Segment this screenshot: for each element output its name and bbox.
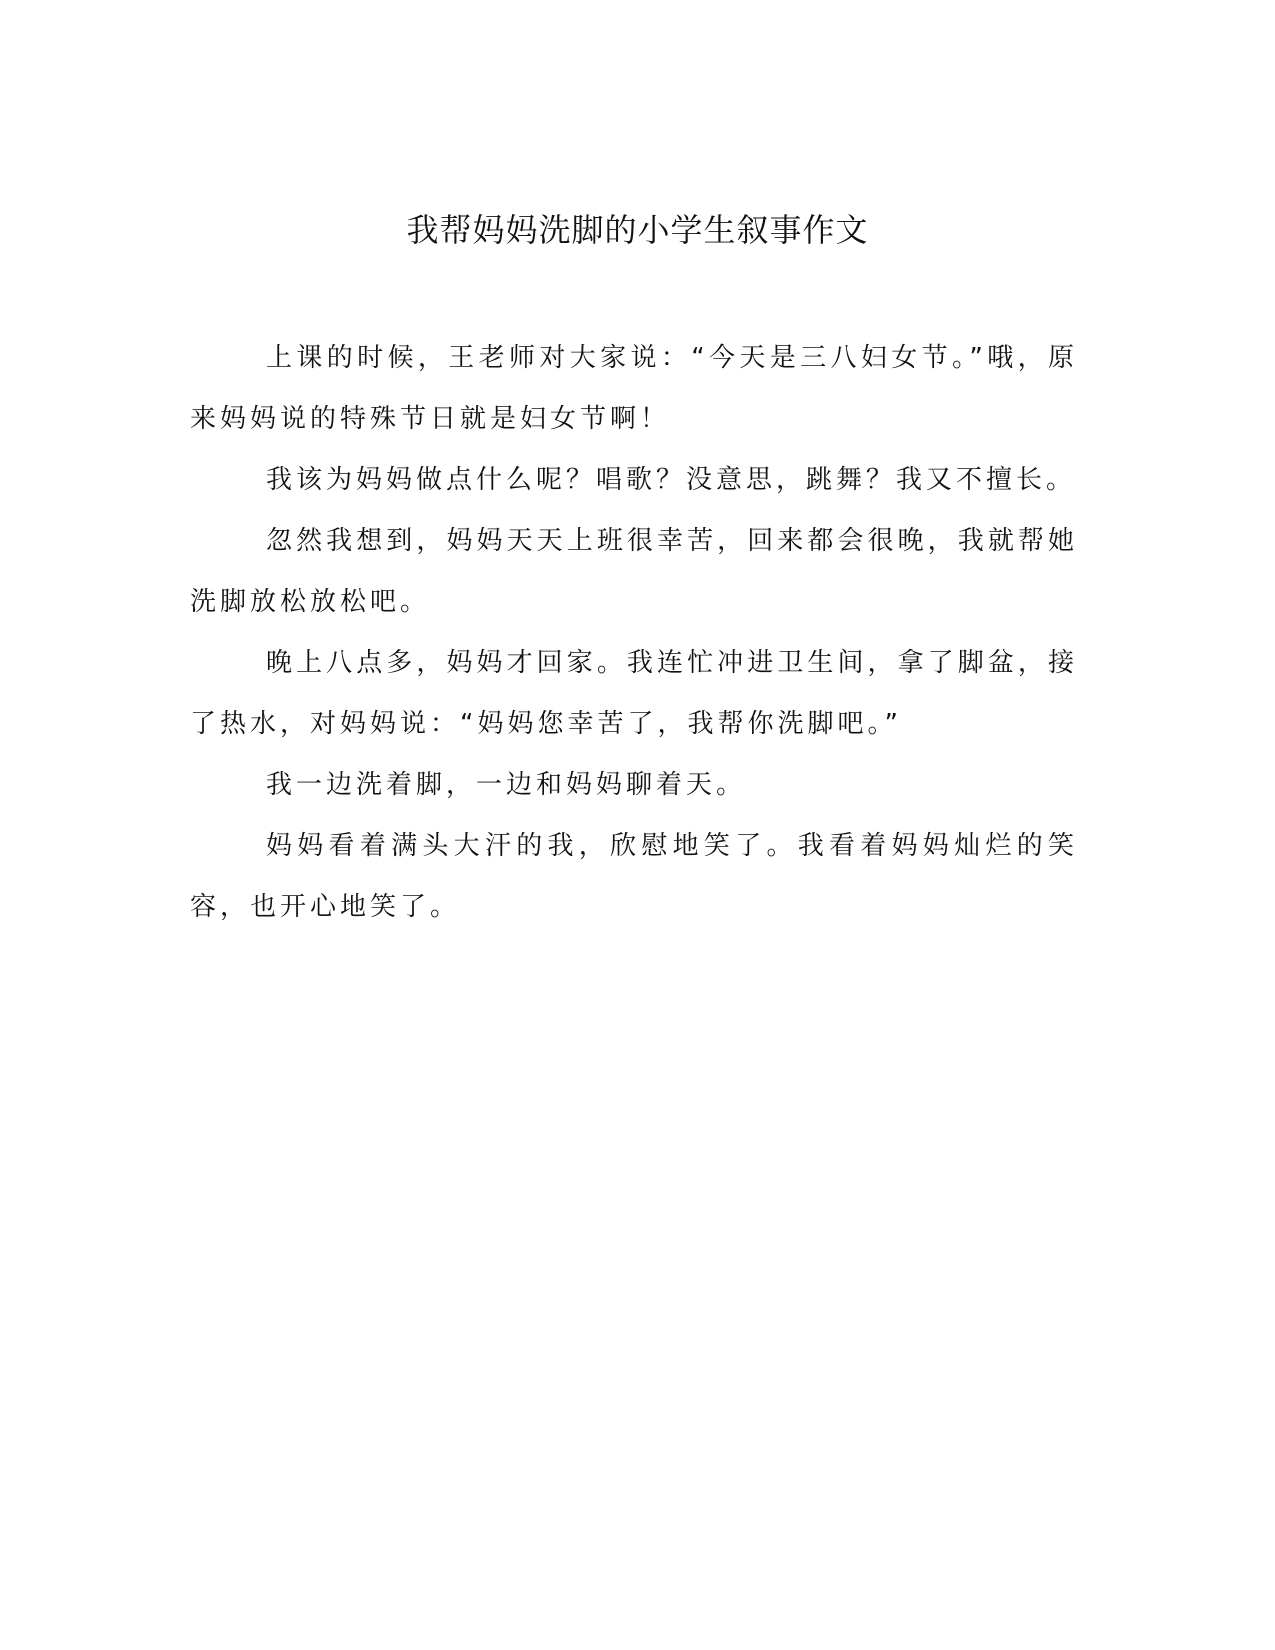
document-title: 我帮妈妈洗脚的小学生叙事作文 xyxy=(406,211,869,249)
paragraph-4: 晚上八点多，妈妈才回家。我连忙冲进卫生间，拿了脚盆，接了热水，对妈妈说：“妈妈您幸苦了，我帮你洗脚吧。” xyxy=(190,648,1078,739)
document-body xyxy=(190,328,1078,938)
paragraph-3: 忽然我想到，妈妈天天上班很幸苦，回来都会很晚，我就帮她洗脚放松放松吧。 xyxy=(190,526,1078,617)
paragraph-5: 我一边洗着脚，一边和妈妈聊着天。 xyxy=(266,770,747,800)
paragraph-2: 我该为妈妈做点什么呢？唱歌？没意思，跳舞？我又不擅长。 xyxy=(266,465,1077,495)
paragraph-6: 妈妈看着满头大汗的我，欣慰地笑了。我看着妈妈灿烂的笑容，也开心地笑了。 xyxy=(190,831,1078,922)
paragraph-1: 上课的时候，王老师对大家说：“今天是三八妇女节。”哦，原来妈妈说的特殊节日就是妇女节啊！ xyxy=(190,343,1078,434)
